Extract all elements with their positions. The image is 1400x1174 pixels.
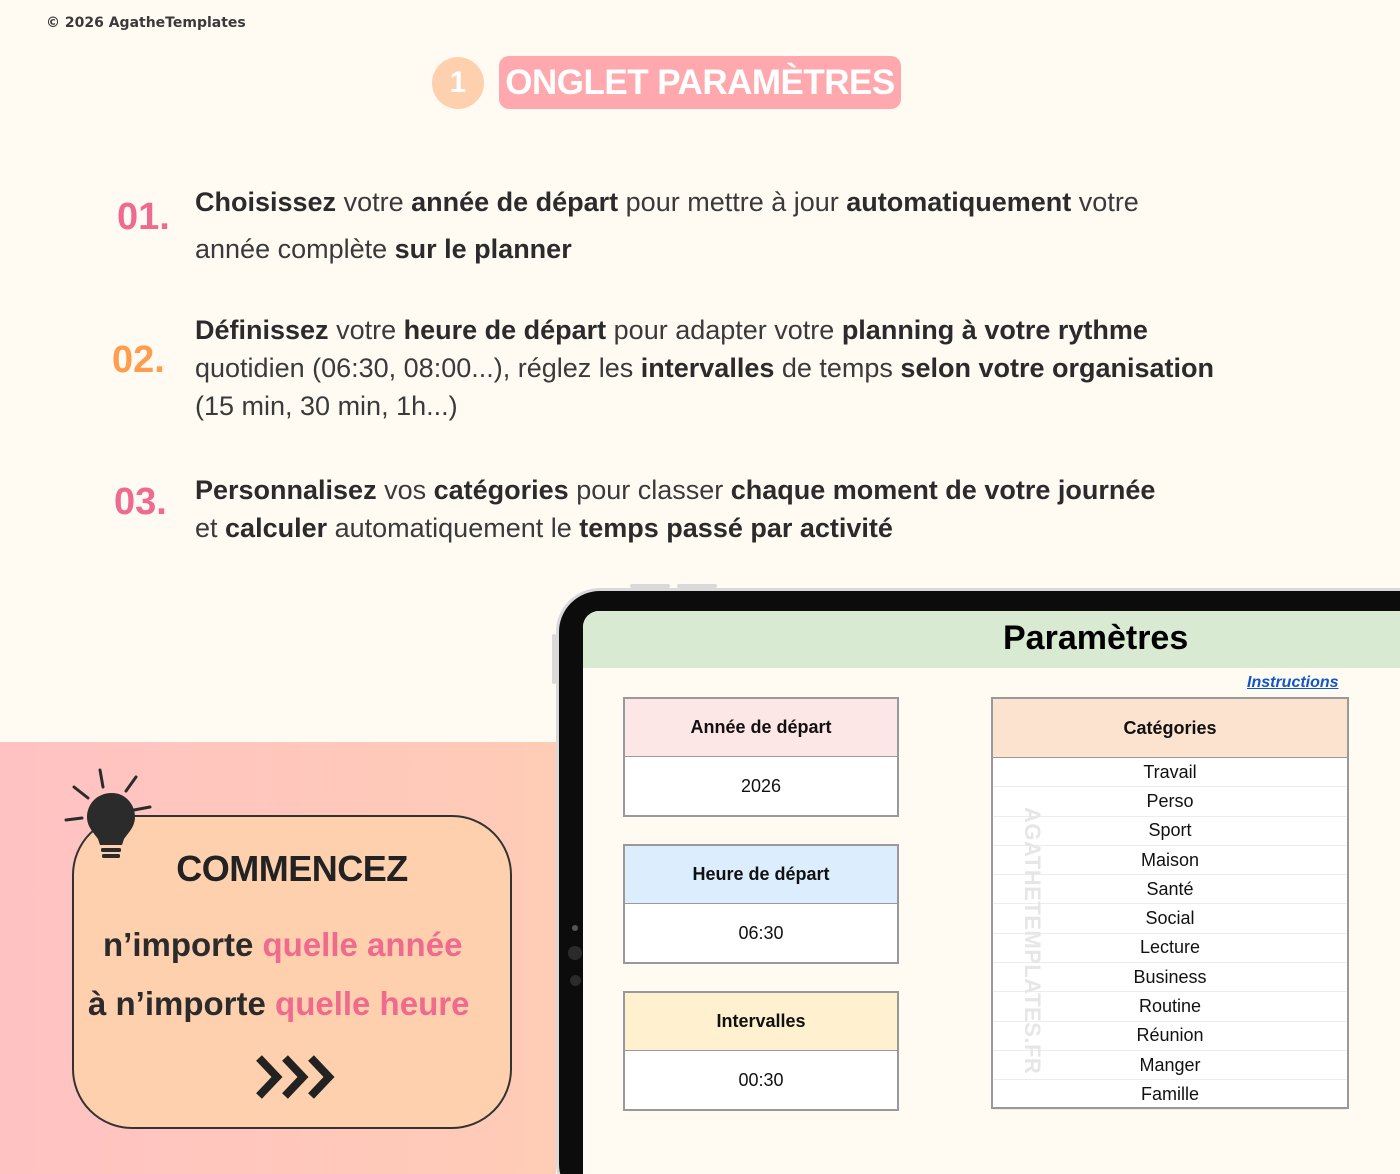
- interval-value-cell[interactable]: 00:30: [738, 1069, 784, 1090]
- year-box: [623, 697, 899, 817]
- emphasis-text: selon votre organisation: [900, 353, 1214, 383]
- emphasis-text: heure de départ: [403, 315, 607, 345]
- category-cell[interactable]: Travail: [993, 758, 1347, 787]
- promo-line-1: [103, 926, 462, 964]
- category-cell[interactable]: Perso: [993, 787, 1347, 816]
- year-value-cell[interactable]: 2026: [740, 775, 782, 796]
- item-text: [195, 179, 1139, 273]
- item-number: 03.: [114, 481, 167, 523]
- promo-title: COMMENCEZ: [176, 848, 408, 889]
- step-number-badge: 1: [432, 57, 484, 109]
- category-cell[interactable]: Lecture: [993, 934, 1347, 963]
- item-text-line: [195, 179, 1139, 226]
- start-time-box: [623, 844, 899, 964]
- sheet-header: [583, 611, 1400, 668]
- copyright: © 2026 AgatheTemplates: [46, 15, 246, 31]
- category-cell[interactable]: Routine: [993, 992, 1347, 1021]
- category-cell[interactable]: Social: [993, 904, 1347, 933]
- promo-line-2-highlight: quelle heure: [275, 985, 470, 1022]
- item-text: [195, 311, 1214, 425]
- category-cell[interactable]: Manger: [993, 1051, 1347, 1080]
- emphasis-text: Choisissez: [195, 187, 337, 217]
- emphasis-text: catégories: [433, 475, 569, 505]
- category-cell[interactable]: Réunion: [993, 1022, 1347, 1051]
- body-text: et: [195, 513, 226, 543]
- body-text: quotidien (06:30, 08:00...), réglez les: [195, 353, 641, 383]
- item-text-line: [195, 226, 1139, 273]
- item-text-line: [195, 387, 1214, 425]
- promo-line-1-text: n’importe: [103, 926, 263, 963]
- emphasis-text: chaque moment de votre journée: [730, 475, 1156, 505]
- item-text-line: [195, 349, 1214, 387]
- sheet-title: Paramètres: [1003, 619, 1189, 657]
- item-text-line: [195, 509, 1155, 547]
- emphasis-text: calculer: [225, 513, 328, 543]
- item-number: 02.: [112, 339, 165, 381]
- category-cell[interactable]: Santé: [993, 875, 1347, 904]
- emphasis-text: Personnalisez: [195, 475, 377, 505]
- promo-line-2-text: à n’importe: [88, 985, 276, 1022]
- category-cell[interactable]: Maison: [993, 846, 1347, 875]
- body-text: votre: [336, 187, 412, 217]
- emphasis-text: sur le planner: [394, 234, 572, 264]
- body-text: votre: [1071, 187, 1139, 217]
- emphasis-text: intervalles: [640, 353, 775, 383]
- body-text: automatiquement le: [327, 513, 580, 543]
- item-text: [195, 471, 1155, 547]
- watermark: AGATHETEMPLATES.FR: [1020, 807, 1045, 1075]
- body-text: vos: [376, 475, 434, 505]
- body-text: pour classer: [568, 475, 731, 505]
- interval-label: Intervalles: [625, 993, 897, 1051]
- year-label: Année de départ: [625, 699, 897, 757]
- emphasis-text: planning à votre rythme: [841, 315, 1148, 345]
- emphasis-text: automatiquement: [846, 187, 1072, 217]
- category-cell[interactable]: Famille: [993, 1080, 1347, 1109]
- step-title-banner: ONGLET PARAMÈTRES: [499, 56, 901, 109]
- item-number: 01.: [117, 196, 170, 238]
- spreadsheet-screen: [583, 611, 1400, 1174]
- category-cell[interactable]: Business: [993, 963, 1347, 992]
- item-text-line: [195, 311, 1214, 349]
- instructions-link[interactable]: Instructions: [1247, 674, 1339, 691]
- tablet-camera-icon: [568, 946, 582, 960]
- body-text: de temps: [774, 353, 901, 383]
- body-text: année complète: [195, 234, 395, 264]
- emphasis-text: temps passé par activité: [579, 513, 893, 543]
- start-time-label: Heure de départ: [625, 846, 897, 904]
- emphasis-text: Définissez: [195, 315, 329, 345]
- body-text: pour mettre à jour: [618, 187, 847, 217]
- promo-line-2: [88, 985, 469, 1023]
- interval-box: [623, 991, 899, 1111]
- body-text: (15 min, 30 min, 1h...): [195, 391, 458, 421]
- categories-header: Catégories: [993, 699, 1347, 758]
- category-cell[interactable]: Sport: [993, 817, 1347, 846]
- item-text-line: [195, 471, 1155, 509]
- tablet-camera-dot: [572, 925, 578, 931]
- promo-line-1-highlight: quelle année: [262, 926, 463, 963]
- tablet-sensor-icon: [570, 975, 581, 986]
- body-text: votre: [328, 315, 404, 345]
- body-text: pour adapter votre: [606, 315, 842, 345]
- start-time-value-cell[interactable]: 06:30: [738, 922, 784, 943]
- triple-chevron-right-icon: [255, 1052, 341, 1102]
- emphasis-text: année de départ: [411, 187, 619, 217]
